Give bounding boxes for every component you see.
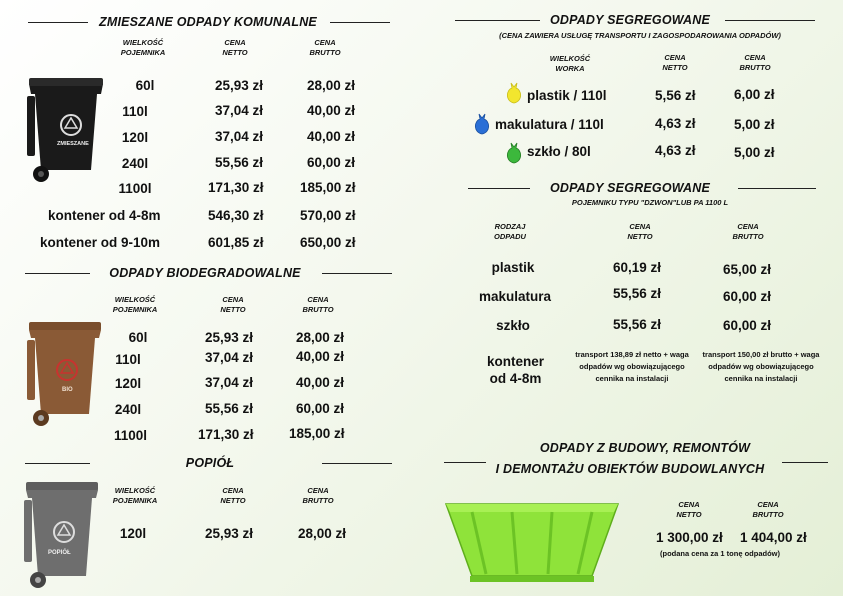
bio-gross: 60,00 zł [296, 401, 345, 416]
mixed-size: 240l [121, 156, 149, 171]
bio-size: 110l [115, 352, 141, 367]
grey-bin-label: POPIÓŁ [48, 550, 71, 556]
green-bag-icon [504, 141, 524, 165]
mixed-size: 1100l [118, 181, 152, 196]
black-bin-label: ZMIESZANE [57, 141, 89, 147]
bio-title: ODPADY BIODEGRADOWALNE [109, 266, 301, 280]
bio-header-size: WIELKOŚĆ POJEMNIKA [112, 295, 158, 314]
mixed-size: kontener od 9-10m [40, 235, 161, 250]
mixed-net: 55,56 zł [215, 155, 264, 170]
bio-gross: 28,00 zł [296, 330, 345, 345]
mixed-gross: 185,00 zł [300, 180, 356, 195]
ash-header-size: WIELKOŚĆ POJEMNIKA [112, 486, 158, 505]
construction-header-net: CENA NETTO [676, 500, 702, 519]
brown-bin-label: BIO [62, 387, 73, 393]
ash-size: 120l [119, 526, 147, 541]
title-rule-left [28, 22, 88, 23]
mixed-header-net: CENA NETTO [222, 38, 248, 57]
seg-bell-subtitle: POJEMNIKU TYPU "DZWON"LUB PA 1100 L [571, 198, 729, 207]
title-rule-right [330, 22, 390, 23]
seg-bags-header-gross: CENA BRUTTO [739, 53, 771, 72]
seg-bell-net: 60,19 zł [613, 260, 662, 275]
construction-title-2: I DEMONTAŻU OBIEKTÓW BUDOWLANYCH [495, 462, 765, 476]
bio-gross: 185,00 zł [289, 426, 345, 441]
mixed-gross: 28,00 zł [307, 78, 356, 93]
bio-size: 60l [128, 330, 148, 345]
mixed-size: 60l [135, 78, 155, 93]
seg-bags-net: 4,63 zł [655, 116, 696, 131]
title-rule-right [322, 273, 392, 274]
bio-header-net: CENA NETTO [220, 295, 246, 314]
mixed-gross: 570,00 zł [300, 208, 356, 223]
ash-net: 25,93 zł [205, 526, 254, 541]
bio-net: 37,04 zł [205, 375, 254, 390]
seg-bags-gross: 5,00 zł [734, 145, 775, 160]
mixed-net: 546,30 zł [208, 208, 264, 223]
mixed-net: 171,30 zł [208, 180, 264, 195]
brown-bin-icon [25, 318, 105, 428]
seg-bell-container-gross-note: transport 150,00 zł brutto + waga odpadów wg obowiązującego cennika na instalacji [702, 350, 820, 383]
bio-net: 37,04 zł [205, 350, 254, 365]
ash-gross: 28,00 zł [298, 526, 347, 541]
bio-size: 1100l [113, 428, 148, 443]
construction-title-1: ODPADY Z BUDOWY, REMONTÓW [539, 441, 751, 455]
seg-bell-type: plastik [491, 260, 535, 275]
mixed-net: 25,93 zł [215, 78, 264, 93]
title-rule-left [468, 188, 530, 189]
title-rule-right [725, 20, 815, 21]
mixed-net: 37,04 zł [215, 103, 264, 118]
seg-bell-container-net-note: transport 138,89 zł netto + waga odpadów wg obowiązującego cennika na instalacji [575, 350, 689, 383]
seg-bags-gross: 5,00 zł [734, 117, 775, 132]
mixed-size: 120l [121, 130, 149, 145]
title-rule-right [738, 188, 816, 189]
seg-bell-net: 55,56 zł [613, 286, 662, 301]
mixed-title: ZMIESZANE ODPADY KOMUNALNE [99, 15, 317, 29]
grey-bin-icon [22, 478, 102, 590]
construction-net: 1 300,00 zł [656, 530, 723, 545]
mixed-gross: 60,00 zł [307, 155, 356, 170]
mixed-gross: 40,00 zł [307, 103, 356, 118]
black-bin-icon [25, 72, 107, 184]
seg-bags-size: plastik / 110l [527, 88, 607, 103]
ash-header-gross: CENA BRUTTO [302, 486, 334, 505]
seg-bags-net: 4,63 zł [655, 143, 696, 158]
bio-size: 240l [114, 402, 142, 417]
yellow-bag-icon [504, 81, 524, 105]
seg-bell-net: 55,56 zł [613, 317, 662, 332]
seg-bell-gross: 60,00 zł [723, 289, 772, 304]
mixed-size: 110l [122, 104, 148, 119]
bio-header-gross: CENA BRUTTO [302, 295, 334, 314]
seg-bags-header-size: WIELKOŚĆ WORKA [549, 54, 591, 73]
seg-bell-container-label: kontener od 4-8m [486, 354, 544, 386]
construction-note: (podana cena za 1 tonę odpadów) [660, 549, 781, 558]
title-rule-right [322, 463, 392, 464]
seg-bags-size: makulatura / 110l [495, 117, 604, 132]
mixed-gross: 650,00 zł [300, 235, 356, 250]
seg-bell-header-gross: CENA BRUTTO [732, 222, 764, 241]
bio-size: 120l [114, 376, 142, 391]
bio-net: 171,30 zł [198, 427, 254, 442]
seg-bags-subtitle: (CENA ZAWIERA USŁUGĘ TRANSPORTU I ZAGOSPODAROWANIA ODPADÓW) [499, 31, 781, 40]
seg-bell-title: ODPADY SEGREGOWANE [549, 181, 711, 195]
mixed-net: 37,04 zł [215, 129, 264, 144]
bio-gross: 40,00 zł [296, 375, 345, 390]
seg-bell-header-net: CENA NETTO [627, 222, 653, 241]
mixed-net: 601,85 zł [208, 235, 264, 250]
seg-bags-net: 5,56 zł [655, 88, 696, 103]
mixed-gross: 40,00 zł [307, 129, 356, 144]
title-rule-left [25, 273, 90, 274]
blue-bag-icon [472, 112, 492, 136]
seg-bell-header-type: RODZAJ ODPADU [494, 222, 526, 241]
seg-bags-title: ODPADY SEGREGOWANE [549, 13, 711, 27]
seg-bags-size: szkło / 80l [527, 144, 591, 159]
seg-bell-type: szkło [496, 318, 530, 333]
seg-bell-gross: 60,00 zł [723, 318, 772, 333]
mixed-size: kontener od 4-8m [48, 208, 161, 223]
title-rule-left [25, 463, 90, 464]
title-rule-left [455, 20, 540, 21]
bio-net: 25,93 zł [205, 330, 254, 345]
ash-header-net: CENA NETTO [220, 486, 246, 505]
construction-gross: 1 404,00 zł [740, 530, 807, 545]
title-rule-right [782, 462, 828, 463]
mixed-header-size: WIELKOŚĆ POJEMNIKA [120, 38, 166, 57]
ash-title: POPIÓŁ [185, 456, 235, 470]
mixed-header-gross: CENA BRUTTO [309, 38, 341, 57]
skip-container-icon [442, 498, 622, 586]
seg-bell-gross: 65,00 zł [723, 262, 772, 277]
construction-header-gross: CENA BRUTTO [752, 500, 784, 519]
bio-gross: 40,00 zł [296, 349, 345, 364]
seg-bell-type: makulatura [478, 289, 552, 304]
seg-bags-gross: 6,00 zł [734, 87, 775, 102]
bio-net: 55,56 zł [205, 401, 254, 416]
seg-bags-header-net: CENA NETTO [662, 53, 688, 72]
